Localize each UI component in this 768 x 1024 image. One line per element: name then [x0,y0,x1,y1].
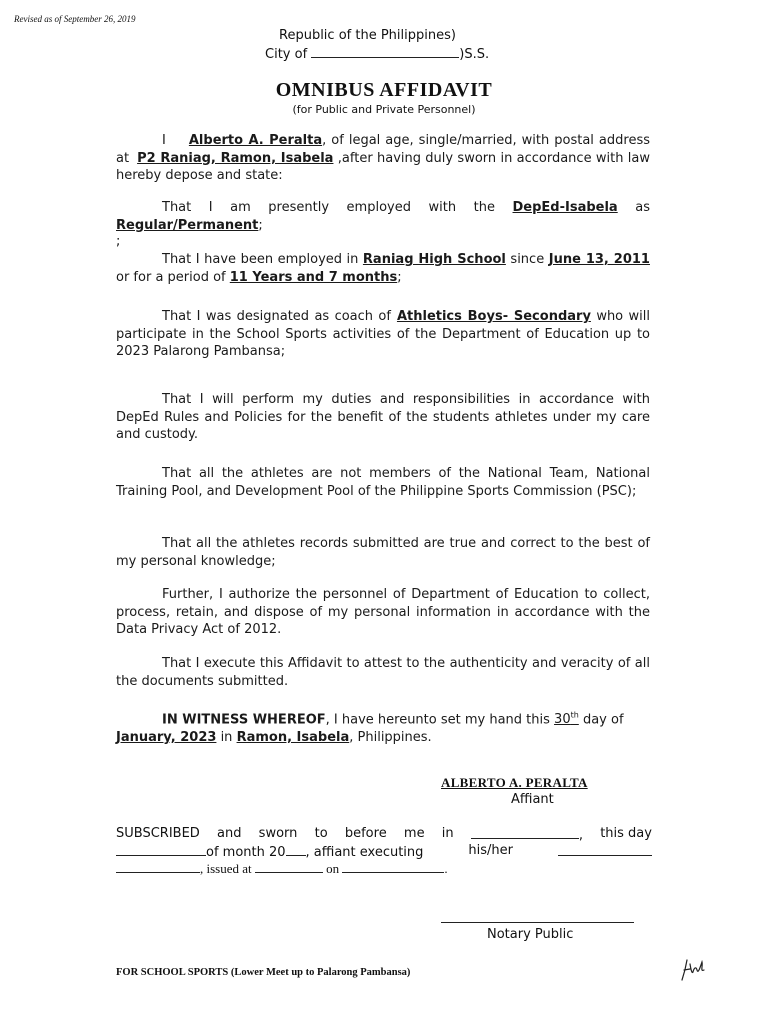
subscribed-line-2 [116,843,652,860]
status-field: Regular/Permanent [116,217,259,233]
subscribed-word: to [314,826,328,841]
witness-text-2: day of [582,712,624,728]
footer-right: (Lower Meet up to Palarong Pambansa) [230,967,411,978]
issued-at-label: , issued at [200,861,252,876]
coach-text-1: That I was designated as coach of [162,309,391,324]
affiant-name-field: Alberto A. Peralta [188,133,323,148]
subscribed-word: SUBSCRIBED [116,826,200,841]
subscribed-word: before [344,826,387,841]
affiant-signature-name: ALBERTO A. PERALTA [441,775,588,790]
city-blank [311,45,459,58]
subscribed-word: sworn [258,826,298,841]
intro-text-3: ,after having duly sworn in accordance with law hereby depose and state: [116,150,650,183]
execute-paragraph: That I execute this Affidavit to attest to the authenticity and veracity of all the documents submitted. [116,656,650,689]
period-text-1: That I have been employed in [162,252,359,267]
footer-left: FOR SCHOOL SPORTS [116,967,229,978]
since-date-field: June 13, 2011 [548,252,650,267]
witness-text-3: in [220,729,233,745]
witness-month-field: January, 2023 [116,729,217,745]
city-label: City of [265,47,308,62]
of-month-label: of month 20 [206,845,286,860]
page-title: OMNIBUS AFFIDAVIT [275,79,493,101]
intro-text-2: , of legal age, single/married, with postal address at [116,133,650,166]
on-label: on [326,861,340,876]
employment-text-3: ; [258,217,263,233]
witness-text-1: , I have hereunto set my hand this [325,712,550,728]
year-blank [286,843,306,856]
school-field: Raniag High School [362,252,506,267]
subscribed-line-1 [116,826,652,843]
records-paragraph: That all the athletes records submitted are true and correct to the best of my personal knowledge; [116,536,650,569]
witness-day-field [554,712,579,727]
issued-place-blank [255,860,323,873]
subscribed-line-3 [116,860,448,877]
period-mark: . [444,861,448,876]
id-continue-blank [116,860,200,873]
duration-field: 11 Years and 7 months [229,269,398,285]
employer-field: DepEd-Isabela [512,200,618,215]
stray-semicolon: ; [116,234,121,249]
city-line [265,45,489,62]
intro-paragraph [116,132,650,185]
revision-note: Revised as of September 26, 2019 [14,14,136,24]
his-her-label: his/her [468,843,513,858]
affiant-role: Affiant [511,792,554,807]
witness-day: 30 [554,712,571,728]
privacy-paragraph: Further, I authorize the personnel of Department of Education to collect, process, retain, and dispose of my personal information in accordance with the Data Privacy Act of 2012. [116,587,650,637]
period-text-2: since [510,252,545,267]
issued-date-blank [342,860,444,873]
employment-paragraph [116,199,650,234]
notary-label: Notary Public [487,927,574,942]
subscribed-comma: , [578,828,583,843]
this-day-label: this day [600,826,652,841]
witness-place-field: Ramon, Isabela [236,729,350,745]
ss-label: )S.S. [459,47,490,62]
republic-line: Republic of the Philippines) [279,28,456,43]
period-text-3: or for a period of [116,269,226,285]
employment-text-2: as [635,200,651,215]
place-blank [471,826,579,839]
id-blank [558,843,652,856]
athletes-paragraph: That all the athletes are not members of the National Team, National Training Pool, and Development Pool of the Philippine Sports Commission (PSC); [116,466,650,499]
coach-text-2: who will participate in the School Sports activities of the Department of Education up to 2023 Palarong Pambansa; [116,309,650,359]
period-text-4: ; [397,269,402,285]
event-field: Athletics Boys- Secondary [396,309,591,324]
footer-note [116,967,410,978]
subscribed-word: and [217,826,242,841]
day-blank [116,843,206,856]
address-field: P2 Raniag, Ramon, Isabela [137,150,334,166]
notary-signature-line [441,922,634,923]
subscribed-word: me [403,826,425,841]
witness-text-4: , Philippines. [349,729,432,745]
employment-text-1: That I am presently employed with the [162,200,495,215]
witness-paragraph [116,707,650,746]
witness-lead: IN WITNESS WHEREOF [162,712,326,728]
witness-day-suffix: th [570,711,579,720]
initials-signature-mark [678,956,708,984]
intro-text-1: I [162,133,166,148]
coach-paragraph [116,308,650,361]
subtitle: (for Public and Private Personnel) [292,103,476,116]
affiant-executing-label: , affiant executing [305,845,424,860]
subscribed-word: in [441,826,454,841]
duties-paragraph: That I will perform my duties and responsibilities in accordance with DepEd Rules and Policies for the benefit of the students athletes under my care and custody. [116,392,650,442]
period-paragraph [116,251,650,286]
